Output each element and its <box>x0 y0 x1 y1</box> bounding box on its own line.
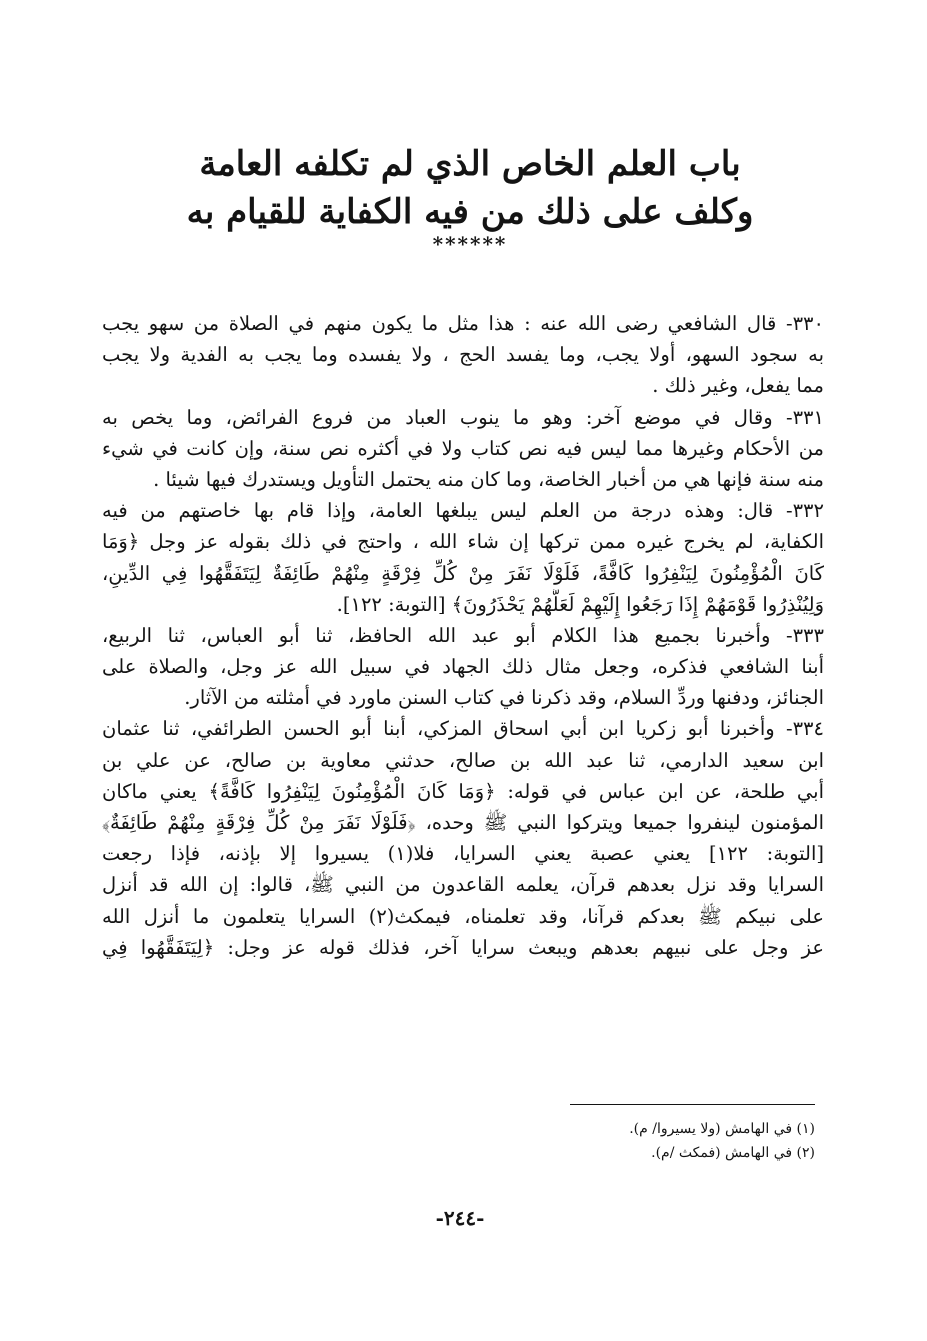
text-line: أبي طلحة، عن ابن عباس في قوله: ﴿وَمَا كَانَ الْمُؤْمِنُونَ لِيَنْفِرُوا كَافَّةً﴾ يعني ماكان <box>102 779 824 803</box>
text-line: ٣٣٢- قال: وهذه درجة من العلم ليس يبلغها العامة، وإذا قام بها خاصتهم من فيه <box>102 499 824 523</box>
text-line: الكفاية، لم يخرج غيره ممن تركها إن شاء الله ، واحتج في ذلك بقوله عز وجل ﴿وَمَا <box>102 530 824 554</box>
text-line: على نبيكم ﷺ بعدكم قرآنا، وقد تعلمناه، فيمكث(٢) السرايا يتعلمون ما أنزل الله <box>102 904 824 928</box>
text-line: ٣٣١- وقال في موضع آخر: وهو ما ينوب العباد من فروع الفرائض، وما يخص به <box>102 405 824 429</box>
text-line: [التوبة: ١٢٢] يعني عصبة يعني السرايا، فلا(١) يسيروا إلا بإذنه، فإذا رجعت <box>102 842 824 866</box>
text-line: كَانَ الْمُؤْمِنُونَ لِيَنْفِرُوا كَافَّةً، فَلَوْلَا نَفَرَ مِنْ كُلِّ فِرْقَةٍ مِنْهُمْ طَائِفَةٌ لِيَتَفَقَّهُوا فِي الدِّينِ، <box>102 561 824 585</box>
footnotes <box>300 1117 815 1165</box>
text-line: أبنا الشافعي فذكره، وجعل مثال ذلك الجهاد في سبيل الله عز وجل، والصلاة على <box>102 655 824 679</box>
footnote-rule <box>570 1104 815 1105</box>
chapter-title-line-2: وكلف على ذلك من فيه الكفاية للقيام به <box>186 192 754 232</box>
page-number: -٢٤٤- <box>435 1206 485 1230</box>
footnote-1: (١) في الهامش (ولا يسيروا/ م). <box>629 1121 815 1137</box>
text-line: عز وجل على نبيهم بعدهم ويبعث سرايا آخر، فذلك قوله عز وجل: ﴿لِيَتَفَقَّهُوا فِي <box>102 935 824 959</box>
text-line: به سجود السهو، أولا يجب، وما يفسد الحج ، ولا يفسده وما يجب به الفدية ولا يجب <box>102 343 824 367</box>
text-line: من الأحكام وغيرها مما ليس فيه نص كتاب ولا في أكثره نص سنة، وإن كانت في شيء <box>102 436 824 460</box>
title-separator: ****** <box>432 232 508 256</box>
body-text <box>102 308 824 963</box>
chapter-title-line-1: باب العلم الخاص الذي لم تكلفه العامة <box>199 144 741 184</box>
text-line: المؤمنون لينفروا جميعا ويتركوا النبي ﷺ وحده، ﴿فَلَوْلَا نَفَرَ مِنْ كُلِّ فِرْقَةٍ مِنْهُمْ طَائِفَةٌ﴾ <box>102 811 824 834</box>
footnote-2: (٢) في الهامش (فمكث /م). <box>651 1145 815 1161</box>
text-line: السرايا وقد نزل بعدهم قرآن، يعلمه القاعدون من النبي ﷺ، قالوا: إن الله قد أنزل <box>102 873 824 897</box>
text-line: ٣٣٤- وأخبرنا أبو زكريا ابن أبي اسحاق المزكي، أبنا أبو الحسن الطرائفي، ثنا عثمان <box>102 717 824 741</box>
text-line: ٣٣٠- قال الشافعي رضى الله عنه : هذا مثل ما يكون منهم في الصلاة من سهو يجب <box>102 312 824 335</box>
text-line: ابن سعيد الدارمي، ثنا عبد الله بن صالح، حدثني معاوية بن صالح، عن علي بن <box>102 748 824 772</box>
text-line: وَلِيُنْذِرُوا قَوْمَهُمْ إِذَا رَجَعُوا إِلَيْهِمْ لَعَلَّهُمْ يَحْذَرُونَ﴾ [التوبة: ١٢٢]. <box>336 592 824 616</box>
text-line: منه سنة فإنها هي من أخبار الخاصة، وما كان منه يحتمل التأويل ويستدرك فيها شيئا . <box>153 467 824 491</box>
text-line: مما يفعل، وغير ذلك . <box>652 374 824 398</box>
text-line: ٣٣٣- وأخبرنا بجميع هذا الكلام أبو عبد الله الحافظ، ثنا أبو العباس، ثنا الربيع، <box>102 623 824 647</box>
text-line: الجنائز، ودفنها وردِّ السلام، وقد ذكرنا في كتاب السنن ماورد في أمثلته من الآثار. <box>184 686 824 710</box>
chapter-title <box>120 140 820 236</box>
